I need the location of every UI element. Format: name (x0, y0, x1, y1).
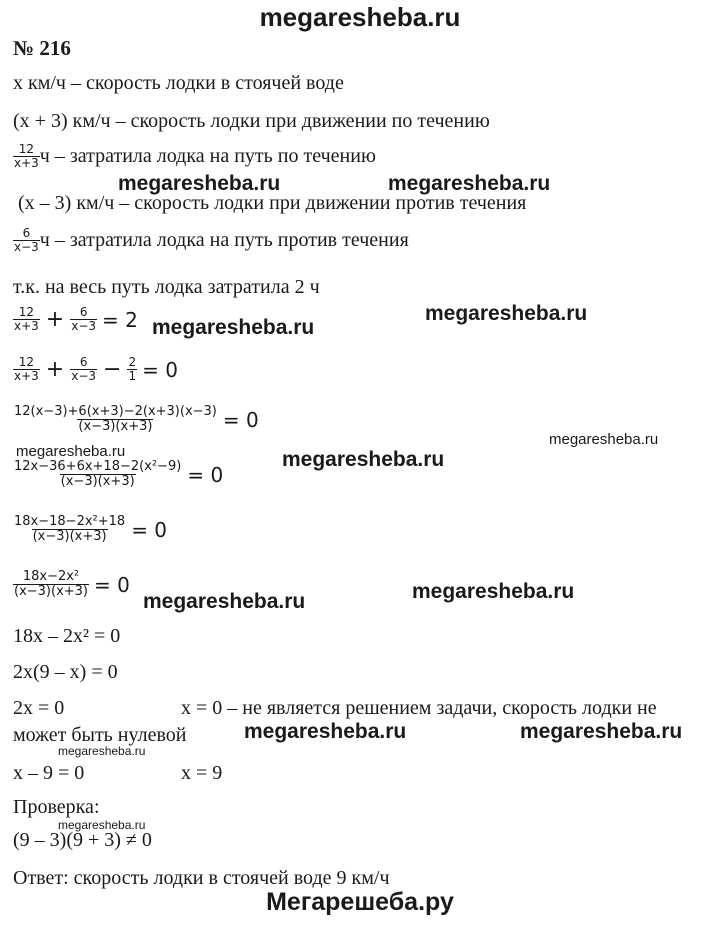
fraction: $\frac{6}{x-3}$ (71, 355, 97, 384)
solution-line: 18x – 2x² = 0 (13, 625, 121, 647)
solution-line: (x – 3) км/ч – скорость лодки при движении против течения (18, 192, 527, 214)
solution-line: может быть нулевой (13, 724, 187, 746)
fraction: $\frac{12}{x+3}$ (14, 355, 39, 384)
solution-line: 2x(9 – x) = 0 (13, 661, 118, 683)
fraction: $\frac{\text{12x−36+6x+18−2(x²−9)}}{(x-3)(x+3)}$ (14, 459, 182, 490)
fraction: $\frac{6}{x-3}$ (14, 226, 39, 255)
solution-line: x – 9 = 0 (13, 762, 85, 784)
equation: $\frac{\text{12x−36+6x+18−2(x²−9)}}{(x-3)(x+3)}$ = 0 (14, 459, 224, 490)
watermark: megaresheba.ru (388, 172, 551, 195)
solution-line: x = 9 (181, 762, 223, 784)
fraction: $\frac{12}{x+3}$ (14, 142, 39, 171)
watermark: megaresheba.ru (118, 172, 281, 195)
equation: $\frac{\text{18x−18−2x²+18}}{(x-3)(x+3)}$ = 0 (14, 514, 168, 545)
watermark: megaresheba.ru (425, 302, 588, 325)
solution-line: $\frac{12}{x+3}$ ч – затратила лодка на путь по течению (14, 142, 376, 171)
solution-line: $\frac{6}{x-3}$ ч – затратила лодка на путь против течения (14, 226, 409, 255)
equation: $\frac{12(x-3)+6(x+3)-2(x+3)(x-3)}{(x-3)(x+3)}$ = 0 (14, 404, 259, 435)
fraction: $\frac{\text{18x−18−2x²+18}}{(x-3)(x+3)}$ (14, 514, 126, 545)
solution-line: Проверка: (13, 796, 100, 818)
solution-line: 2x = 0 (13, 697, 65, 719)
site-header-title: megaresheba.ru (259, 2, 461, 32)
site-footer-title: Мегарешеба.ру (266, 888, 454, 916)
watermark: megaresheba.ru (58, 744, 146, 758)
watermark: megaresheba.ru (143, 590, 306, 613)
solution-line: т.к. на весь путь лодка затратила 2 ч (13, 276, 320, 298)
watermark: megaresheba.ru (549, 431, 659, 448)
watermark: megaresheba.ru (16, 443, 126, 460)
fraction: $\frac{6}{x-3}$ (71, 305, 97, 334)
fraction: $\frac{\text{18x−2x²}}{(x-3)(x+3)}$ (14, 569, 89, 600)
solution-line: x = 0 – не является решением задачи, скорость лодки не (181, 697, 657, 719)
fraction: $\frac{12(x-3)+6(x+3)-2(x+3)(x-3)}{(x-3)(x+3)}$ (14, 404, 217, 435)
equation: $\frac{12}{x+3}$ + $\frac{6}{x-3}$ = 2 (14, 305, 138, 334)
watermark: megaresheba.ru (244, 720, 407, 743)
answer-line: Ответ: скорость лодки в стоячей воде 9 км/ч (13, 867, 390, 889)
watermark: megaresheba.ru (58, 818, 146, 832)
equation: $\frac{\text{18x−2x²}}{(x-3)(x+3)}$ = 0 (14, 569, 130, 600)
solution-line: x км/ч – скорость лодки в стоячей воде (13, 72, 344, 94)
solution-line: (9 – 3)(9 + 3) ≠ 0 (13, 829, 152, 851)
problem-number: № 216 (13, 36, 71, 60)
solution-line: (x + 3) км/ч – скорость лодки при движении по течению (13, 110, 490, 132)
watermark: megaresheba.ru (282, 448, 445, 471)
watermark: megaresheba.ru (520, 720, 683, 743)
watermark: megaresheba.ru (412, 580, 575, 603)
watermark: megaresheba.ru (152, 316, 315, 339)
equation: $\frac{12}{x+3}$ + $\frac{6}{x-3}$ − $\frac{2}{1}$ = 0 (14, 355, 178, 384)
fraction: $\frac{2}{1}$ (128, 355, 137, 384)
fraction: $\frac{12}{x+3}$ (14, 305, 39, 334)
